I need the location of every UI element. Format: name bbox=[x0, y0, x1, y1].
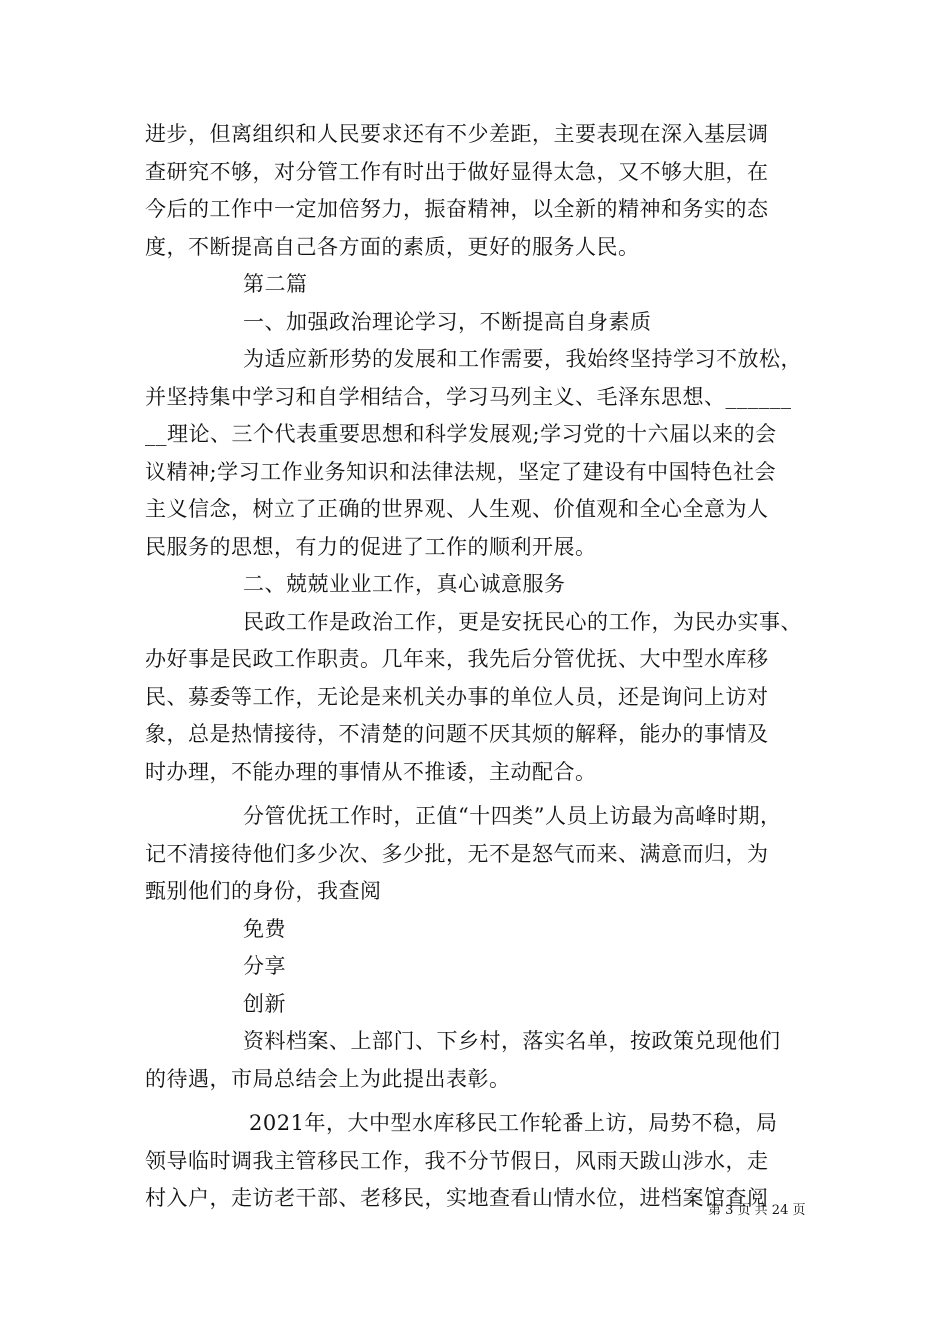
watermark-text-innovate: 创新 bbox=[243, 991, 286, 1016]
text-line: 办好事是民政工作职责。几年来，我先后分管优抚、大中型水库移 bbox=[145, 647, 769, 671]
text-line: 主义信念，树立了正确的世界观、人生观、价值观和全心全意为人 bbox=[145, 497, 769, 521]
section-heading: 第二篇 bbox=[243, 272, 308, 296]
text-line: 象，总是热情接待，不清楚的问题不厌其烦的解释，能办的事情及 bbox=[145, 722, 769, 746]
watermark-text-share: 分享 bbox=[243, 954, 286, 978]
text-line: 村入户，走访老干部、老移民，实地查看山情水位，进档案馆查阅 bbox=[145, 1186, 769, 1210]
watermark-text-free: 免费 bbox=[243, 916, 286, 941]
text-line: 记不清接待他们多少次、多少批，无不是怒气而来、满意而归，为 bbox=[145, 841, 769, 866]
text-line: 甄别他们的身份，我查阅 bbox=[145, 879, 382, 903]
text-line: 议精神;学习工作业务知识和法律法规，坚定了建设有中国特色社会 bbox=[145, 459, 777, 484]
page-number-footer: 第 3 页 共 24 页 bbox=[708, 1203, 806, 1218]
paragraph-first-line: 民政工作是政治工作，更是安抚民心的工作，为民办实事、 bbox=[243, 609, 802, 634]
paragraph-gap bbox=[145, 791, 811, 798]
text-line: 查研究不够，对分管工作有时出于做好显得太急，又不够大胆，在 bbox=[145, 159, 769, 184]
paragraph-first-line: 2021年，大中型水库移民工作轮番上访，局势不稳，局 bbox=[249, 1111, 778, 1135]
text-line: 度，不断提高自己各方面的素质，更好的服务人民。 bbox=[145, 234, 640, 259]
paragraph-continuation-line: 资料档案、上部门、下乡村，落实名单，按政策兑现他们 bbox=[243, 1029, 781, 1053]
text-line: 的待遇，市局总结会上为此提出表彰。 bbox=[145, 1066, 511, 1091]
text-line: __理论、三个代表重要思想和科学发展观;学习党的十六届以来的会 bbox=[145, 422, 777, 446]
text-line: 进步，但离组织和人民要求还有不少差距，主要表现在深入基层调 bbox=[145, 122, 769, 146]
text-line: 并坚持集中学习和自学相结合，学习马列主义、毛泽东思想、______ bbox=[145, 384, 792, 409]
text-line: 民服务的思想，有力的促进了工作的顺利开展。 bbox=[145, 534, 597, 559]
paragraph-first-line: 分管优抚工作时，正值“十四类”人员上访最为高峰时期， bbox=[243, 804, 782, 828]
text-line: 今后的工作中一定加倍努力，振奋精神，以全新的精神和务实的态 bbox=[145, 197, 769, 221]
text-line: 民、募委等工作，无论是来机关办事的单位人员，还是询问上访对 bbox=[145, 684, 769, 709]
paragraph-first-line: 为适应新形势的发展和工作需要，我始终坚持学习不放松， bbox=[243, 347, 802, 371]
text-line: 时办理，不能办理的事情从不推诿，主动配合。 bbox=[145, 759, 597, 784]
text-line: 领导临时调我主管移民工作，我不分节假日，风雨天跋山涉水，走 bbox=[145, 1148, 769, 1173]
paragraph-gap bbox=[145, 1098, 811, 1105]
document-body bbox=[145, 116, 811, 1218]
subsection-heading: 一、加强政治理论学习，不断提高自身素质 bbox=[243, 309, 652, 334]
subsection-heading: 二、兢兢业业工作，真心诚意服务 bbox=[243, 572, 566, 596]
